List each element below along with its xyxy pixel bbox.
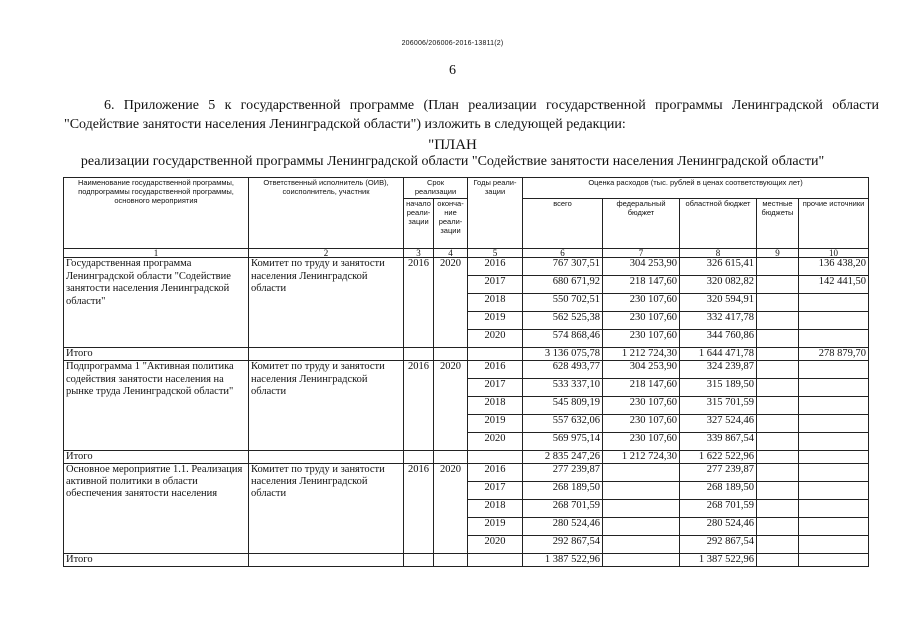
regional-cell: 315 701,59 [680, 397, 757, 415]
column-number: 6 [523, 249, 603, 258]
itogo-other-cell: 278 879,70 [799, 348, 869, 361]
itogo-label: Итого [64, 451, 249, 464]
term-start: 2016 [404, 361, 434, 451]
page-number: 6 [449, 63, 456, 78]
header-executor: Ответственный исполнитель (ОИВ), соисполнитель, участник [249, 178, 404, 249]
total-cell: 268 189,50 [523, 482, 603, 500]
plan-table-body [64, 249, 869, 567]
year-cell: 2020 [468, 536, 523, 554]
itogo-local-cell [757, 348, 799, 361]
regional-cell: 280 524,46 [680, 518, 757, 536]
empty-cell [468, 451, 523, 464]
regional-cell: 277 239,87 [680, 464, 757, 482]
header-total: всего [523, 199, 603, 249]
itogo-label: Итого [64, 554, 249, 567]
column-number: 4 [434, 249, 468, 258]
federal-cell: 304 253,90 [603, 258, 680, 276]
local-cell [757, 415, 799, 433]
plan-subtitle: реализации государственной программы Ленинградской области "Содействие занятости населения Ленинградской области" [80, 154, 825, 169]
itogo-regional-cell: 1 644 471,78 [680, 348, 757, 361]
local-cell [757, 433, 799, 451]
federal-cell [603, 482, 680, 500]
column-number: 2 [249, 249, 404, 258]
regional-cell: 344 760,86 [680, 330, 757, 348]
term-end: 2020 [434, 361, 468, 451]
empty-cell [468, 554, 523, 567]
year-cell: 2019 [468, 415, 523, 433]
year-cell: 2020 [468, 330, 523, 348]
federal-cell: 230 107,60 [603, 294, 680, 312]
regional-cell: 292 867,54 [680, 536, 757, 554]
itogo-federal-cell [603, 554, 680, 567]
regional-cell: 320 594,91 [680, 294, 757, 312]
regional-cell: 315 189,50 [680, 379, 757, 397]
column-number: 10 [799, 249, 869, 258]
itogo-total-cell: 1 387 522,96 [523, 554, 603, 567]
header-term: Срок реализации [404, 178, 468, 199]
other-cell [799, 433, 869, 451]
regional-cell: 320 082,82 [680, 276, 757, 294]
table-row [64, 258, 869, 276]
year-cell: 2017 [468, 276, 523, 294]
itogo-label: Итого [64, 348, 249, 361]
federal-cell [603, 536, 680, 554]
year-cell: 2016 [468, 464, 523, 482]
total-cell: 680 671,92 [523, 276, 603, 294]
column-number: 7 [603, 249, 680, 258]
local-cell [757, 379, 799, 397]
executor: Комитет по труду и занятости населения Ленинградской области [249, 258, 404, 348]
other-cell [799, 397, 869, 415]
local-cell [757, 500, 799, 518]
executor: Комитет по труду и занятости населения Ленинградской области [249, 361, 404, 451]
column-number: 5 [468, 249, 523, 258]
column-number: 8 [680, 249, 757, 258]
other-cell [799, 464, 869, 482]
column-number: 9 [757, 249, 799, 258]
term-end: 2020 [434, 258, 468, 348]
program-name: Государственная программа Ленинградской области "Содействие занятости населения Ленинградской области" [64, 258, 249, 348]
local-cell [757, 361, 799, 379]
intro-paragraph: 6. Приложение 5 к государственной программе (План реализации государственной программы Ленинградской области "Содействие занятости населения Ленинградской области") изложить в следующей редакции: [64, 98, 879, 132]
regional-cell: 324 239,87 [680, 361, 757, 379]
local-cell [757, 258, 799, 276]
local-cell [757, 518, 799, 536]
other-cell [799, 294, 869, 312]
total-cell: 280 524,46 [523, 518, 603, 536]
itogo-other-cell [799, 554, 869, 567]
empty-cell [249, 451, 404, 464]
total-cell: 533 337,10 [523, 379, 603, 397]
term-start: 2016 [404, 258, 434, 348]
itogo-row [64, 554, 869, 567]
federal-cell: 218 147,60 [603, 276, 680, 294]
itogo-regional-cell: 1 622 522,96 [680, 451, 757, 464]
column-numbers-row [64, 249, 869, 258]
empty-cell [434, 348, 468, 361]
year-cell: 2018 [468, 397, 523, 415]
total-cell: 562 525,38 [523, 312, 603, 330]
total-cell: 628 493,77 [523, 361, 603, 379]
federal-cell: 230 107,60 [603, 397, 680, 415]
federal-cell [603, 518, 680, 536]
other-cell [799, 500, 869, 518]
empty-cell [434, 554, 468, 567]
regional-cell: 268 701,59 [680, 500, 757, 518]
empty-cell [404, 451, 434, 464]
itogo-row [64, 348, 869, 361]
other-cell: 136 438,20 [799, 258, 869, 276]
executor: Комитет по труду и занятости населения Ленинградской области [249, 464, 404, 554]
total-cell: 268 701,59 [523, 500, 603, 518]
itogo-federal-cell: 1 212 724,30 [603, 451, 680, 464]
other-cell [799, 536, 869, 554]
total-cell: 277 239,87 [523, 464, 603, 482]
program-name: Подпрограмма 1 "Активная политика содействия занятости населения на рынке труда Ленинградской области" [64, 361, 249, 451]
local-cell [757, 464, 799, 482]
empty-cell [249, 554, 404, 567]
year-cell: 2019 [468, 518, 523, 536]
header-years: Годы реали-зации [468, 178, 523, 249]
plan-table [63, 177, 869, 567]
plan-title: "ПЛАН [428, 137, 477, 153]
regional-cell: 332 417,78 [680, 312, 757, 330]
column-number: 3 [404, 249, 434, 258]
empty-cell [404, 554, 434, 567]
table-row [64, 361, 869, 379]
regional-cell: 268 189,50 [680, 482, 757, 500]
federal-cell [603, 500, 680, 518]
local-cell [757, 482, 799, 500]
other-cell [799, 415, 869, 433]
local-cell [757, 312, 799, 330]
total-cell: 557 632,06 [523, 415, 603, 433]
header-term-start: начало реали-зации [404, 199, 434, 249]
header-term-end: оконча-ние реали-зации [434, 199, 468, 249]
local-cell [757, 397, 799, 415]
regional-cell: 327 524,46 [680, 415, 757, 433]
year-cell: 2016 [468, 361, 523, 379]
itogo-row [64, 451, 869, 464]
column-number: 1 [64, 249, 249, 258]
empty-cell [468, 348, 523, 361]
itogo-federal-cell: 1 212 724,30 [603, 348, 680, 361]
year-cell: 2017 [468, 482, 523, 500]
federal-cell: 230 107,60 [603, 433, 680, 451]
federal-cell: 218 147,60 [603, 379, 680, 397]
itogo-regional-cell: 1 387 522,96 [680, 554, 757, 567]
header-other: прочие источники [799, 199, 869, 249]
term-end: 2020 [434, 464, 468, 554]
header-federal: федеральный бюджет [603, 199, 680, 249]
regional-cell: 339 867,54 [680, 433, 757, 451]
other-cell [799, 361, 869, 379]
header-expenses: Оценка расходов (тыс. рублей в ценах соответствующих лет) [523, 178, 869, 199]
year-cell: 2017 [468, 379, 523, 397]
table-row [64, 464, 869, 482]
total-cell: 550 702,51 [523, 294, 603, 312]
empty-cell [249, 348, 404, 361]
header-local: местные бюджеты [757, 199, 799, 249]
year-cell: 2019 [468, 312, 523, 330]
itogo-total-cell: 2 835 247,26 [523, 451, 603, 464]
total-cell: 569 975,14 [523, 433, 603, 451]
other-cell [799, 312, 869, 330]
local-cell [757, 330, 799, 348]
local-cell [757, 536, 799, 554]
regional-cell: 326 615,41 [680, 258, 757, 276]
itogo-local-cell [757, 451, 799, 464]
federal-cell: 230 107,60 [603, 415, 680, 433]
header-name: Наименование государственной программы, подпрограммы государственной программы, основного мероприятия [64, 178, 249, 249]
total-cell: 545 809,19 [523, 397, 603, 415]
itogo-other-cell [799, 451, 869, 464]
federal-cell [603, 464, 680, 482]
year-cell: 2020 [468, 433, 523, 451]
local-cell [757, 294, 799, 312]
local-cell [757, 276, 799, 294]
federal-cell: 304 253,90 [603, 361, 680, 379]
other-cell [799, 482, 869, 500]
empty-cell [404, 348, 434, 361]
term-start: 2016 [404, 464, 434, 554]
total-cell: 767 307,51 [523, 258, 603, 276]
year-cell: 2016 [468, 258, 523, 276]
document-id: 206006/206006-2016-13811(2) [401, 40, 504, 47]
total-cell: 292 867,54 [523, 536, 603, 554]
other-cell [799, 518, 869, 536]
empty-cell [434, 451, 468, 464]
other-cell [799, 330, 869, 348]
header-regional: областной бюджет [680, 199, 757, 249]
other-cell: 142 441,50 [799, 276, 869, 294]
program-name: Основное мероприятие 1.1. Реализация активной политики в области обеспечения занятости населения [64, 464, 249, 554]
year-cell: 2018 [468, 294, 523, 312]
federal-cell: 230 107,60 [603, 312, 680, 330]
itogo-local-cell [757, 554, 799, 567]
total-cell: 574 868,46 [523, 330, 603, 348]
year-cell: 2018 [468, 500, 523, 518]
federal-cell: 230 107,60 [603, 330, 680, 348]
itogo-total-cell: 3 136 075,78 [523, 348, 603, 361]
other-cell [799, 379, 869, 397]
